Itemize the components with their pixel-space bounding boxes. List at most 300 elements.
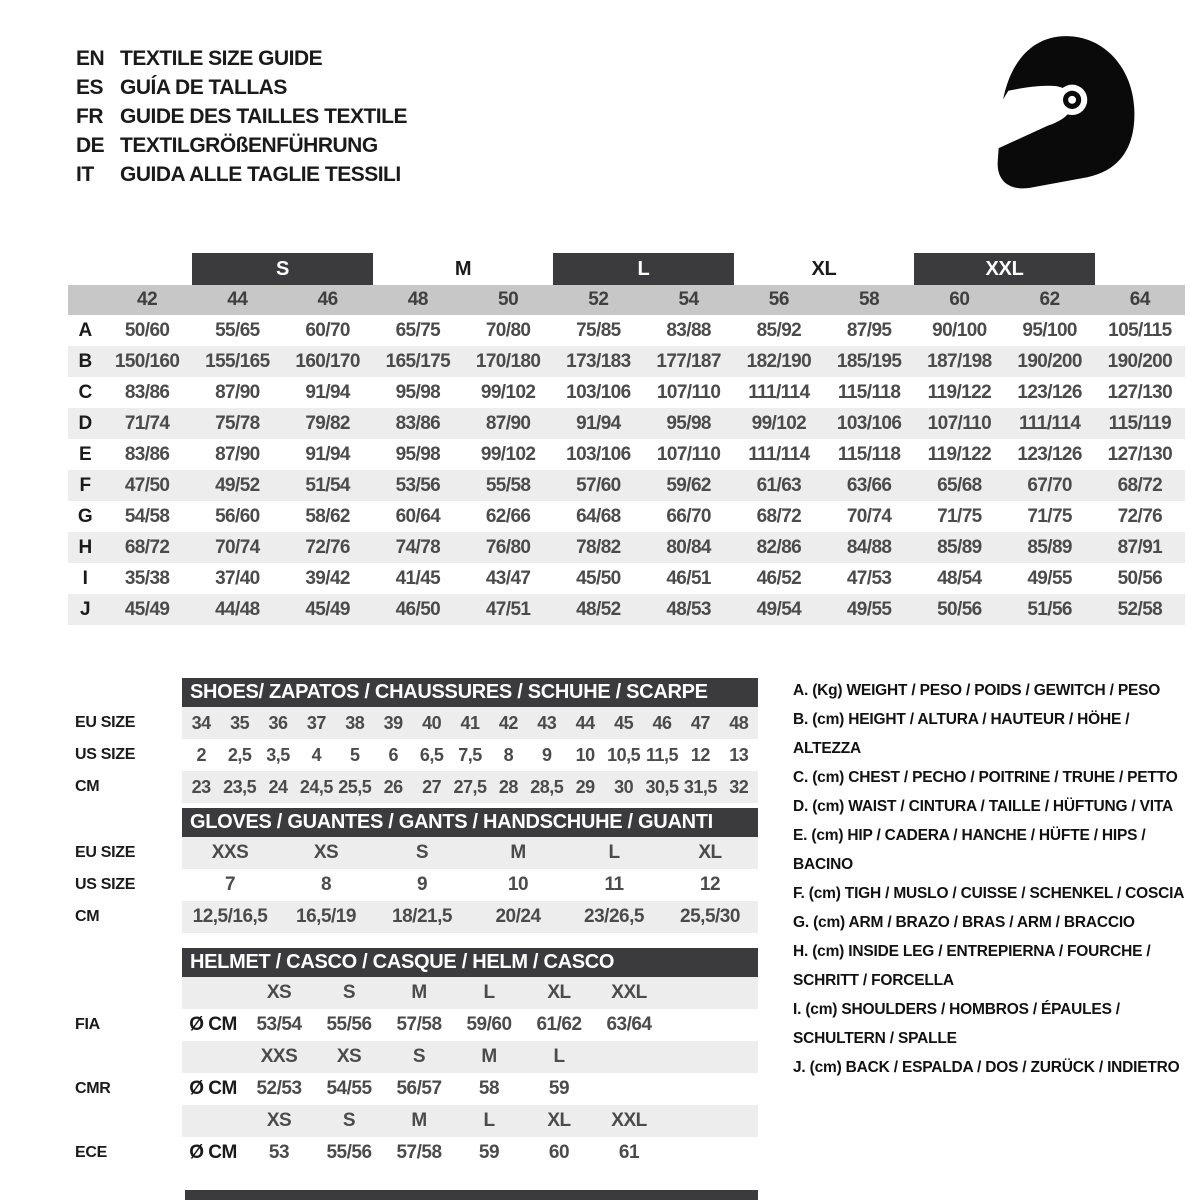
size-value: 63/66 [846, 474, 892, 496]
helmet-size-row [68, 1041, 758, 1073]
legend-item: I. (cm) SHOULDERS / HOMBROS / ÉPAULES / SCHULTERN / SPALLE [793, 1001, 1120, 1047]
diameter-unit: Ø CM [189, 1078, 237, 1099]
size-value: 119/122 [927, 443, 992, 465]
helmet-size-label: L [483, 982, 495, 1003]
size-value: 111/114 [748, 443, 810, 465]
size-value: 90/100 [932, 319, 987, 341]
size-value: 9 [416, 874, 428, 895]
row-letter: I [82, 567, 88, 589]
size-value: 50/56 [1117, 567, 1163, 589]
row-letter: E [78, 443, 92, 465]
size-value: 87/90 [215, 443, 260, 465]
size-value: 119/122 [927, 381, 992, 403]
size-value: 12 [699, 874, 721, 895]
size-value: 32 [729, 776, 749, 797]
size-value: 45 [614, 712, 634, 733]
helmet-size-label: XXL [611, 1110, 647, 1131]
row-cells [182, 869, 758, 901]
measurement-legend [793, 676, 1195, 1082]
helmet-value: 55/56 [326, 1014, 372, 1035]
size-value: 20/24 [495, 906, 541, 927]
size-value: 160/170 [295, 350, 360, 372]
legend-item: A. (Kg) WEIGHT / PESO / POIDS / GEWITCH / PESO [793, 682, 1161, 699]
sub-table-row [68, 739, 758, 771]
size-group-header [68, 253, 1185, 285]
measurement-row [68, 408, 1185, 439]
sub-table-row [68, 771, 758, 803]
size-value: 83/88 [666, 319, 711, 341]
language-title-row [76, 44, 407, 73]
helmet-value: 52/53 [256, 1078, 302, 1099]
size-value: 6 [388, 744, 398, 765]
legend-item: E. (cm) HIP / CADERA / HANCHE / HÜFTE / HIPS / BACINO [793, 827, 1146, 873]
size-value: 190/200 [1107, 350, 1173, 372]
size-value: 13 [729, 744, 749, 765]
size-value: 79/82 [305, 412, 350, 434]
size-value: 111/114 [748, 381, 810, 403]
size-value: 70/80 [485, 319, 531, 341]
helmet-value: 56/57 [396, 1078, 442, 1099]
helmet-size-label: XS [266, 982, 292, 1003]
legend-item: G. (cm) ARM / BRAZO / BRAS / ARM / BRACCIO [793, 914, 1135, 931]
size-value: 59/62 [666, 474, 711, 496]
size-value: 61/63 [756, 474, 802, 496]
size-value: 95/98 [666, 412, 711, 434]
row-cells [182, 1137, 758, 1169]
helmet-size-label: S [412, 1046, 426, 1067]
size-value: 123/126 [1017, 443, 1082, 465]
helmet-value: 57/58 [396, 1014, 442, 1035]
size-value: 40 [422, 712, 442, 733]
helmet-value: 60 [548, 1142, 570, 1163]
diameter-unit: Ø CM [189, 1014, 237, 1035]
helmet-size-label: XS [266, 1110, 292, 1131]
helmet-size-label: S [342, 982, 356, 1003]
size-value: 30,5 [645, 776, 679, 797]
helmet-value: 53/54 [256, 1014, 302, 1035]
measurement-row [68, 439, 1185, 470]
size-value: 50/60 [124, 319, 170, 341]
size-value: 82/86 [756, 536, 802, 558]
row-letter: D [78, 412, 92, 434]
language-code: FR [76, 105, 103, 128]
size-value: 95/98 [395, 443, 441, 465]
guide-title: GUÍA DE TALLAS [120, 76, 287, 99]
language-code: DE [76, 134, 105, 157]
size-value: 66/70 [666, 505, 711, 527]
measurement-row [68, 346, 1185, 377]
size-value: 45/49 [124, 598, 170, 620]
size-value: 8 [503, 744, 514, 765]
size-value: 71/75 [937, 505, 982, 527]
size-value: 9 [542, 744, 552, 765]
size-value: 70/74 [215, 536, 260, 558]
helmet-size-label: M [411, 982, 427, 1003]
size-value: 38 [345, 712, 365, 733]
numeric-size-label: 44 [227, 289, 248, 310]
size-value: 87/90 [215, 381, 260, 403]
size-value: 182/190 [746, 350, 812, 372]
size-value: 12,5/16,5 [192, 906, 268, 927]
size-value: 49/54 [756, 598, 802, 620]
row-cells [182, 1009, 758, 1041]
size-value: 51/56 [1027, 598, 1072, 620]
size-value: 8 [320, 874, 332, 895]
size-value: 27 [422, 776, 442, 797]
size-value: 177/187 [656, 350, 721, 372]
size-value: 7,5 [458, 744, 482, 765]
size-value: 56/60 [215, 505, 260, 527]
size-value: 37/40 [215, 567, 260, 589]
helmet-table [68, 948, 758, 1169]
size-value: 37 [306, 712, 326, 733]
size-value: 6,5 [419, 744, 444, 765]
shoes-table-title: SHOES/ ZAPATOS / CHAUSSURES / SCHUHE / SCARPE [182, 678, 758, 707]
language-code: IT [76, 163, 94, 186]
size-value: 48/53 [666, 598, 711, 620]
size-value: 173/183 [566, 350, 631, 372]
size-value: 99/102 [480, 443, 536, 465]
size-group-label: L [553, 253, 734, 285]
size-value: 48 [729, 712, 749, 733]
racing-helmet-icon [972, 30, 1154, 197]
textile-size-table [68, 253, 1185, 625]
size-value: 36 [268, 712, 288, 733]
helmet-size-label: XXS [260, 1046, 298, 1067]
row-cells [182, 1041, 758, 1073]
helmet-value: 61 [618, 1142, 640, 1163]
size-value: 115/118 [837, 381, 901, 403]
helmet-size-row [68, 1105, 758, 1137]
numeric-size-band [68, 285, 1185, 315]
size-value: 49/55 [846, 598, 892, 620]
size-value: 76/80 [485, 536, 531, 558]
size-value: 25,5/30 [680, 906, 740, 927]
helmet-size-label: S [342, 1110, 356, 1131]
row-letter: A [78, 319, 92, 341]
row-label [68, 1105, 182, 1137]
size-value: 127/130 [1107, 443, 1173, 465]
helmet-size-label: XL [547, 982, 571, 1003]
shoes-table [68, 678, 758, 803]
size-value: 52/58 [1117, 598, 1163, 620]
size-value: 103/106 [566, 443, 631, 465]
numeric-size-label: 50 [498, 289, 519, 310]
language-code: EN [76, 47, 105, 70]
size-value: 24,5 [299, 776, 333, 797]
size-value: 87/90 [485, 412, 531, 434]
size-value: 29 [575, 776, 595, 797]
row-letter: C [78, 381, 92, 403]
row-letter: H [78, 536, 92, 558]
size-value: 78/82 [576, 536, 621, 558]
size-value: 39/42 [305, 567, 350, 589]
size-group-label: XL [811, 257, 837, 280]
numeric-size-label: 62 [1039, 289, 1060, 310]
language-title-row [76, 73, 407, 102]
standard-label: ECE [75, 1144, 107, 1161]
size-value: 23,5 [223, 776, 257, 797]
standard-label: FIA [75, 1016, 100, 1033]
size-value: 84/88 [846, 536, 892, 558]
row-cells [182, 739, 758, 771]
measurement-row [68, 470, 1185, 501]
size-value: 48/54 [937, 567, 982, 589]
row-label [68, 1041, 182, 1073]
helmet-table-body [68, 977, 758, 1169]
row-letter: J [80, 598, 90, 620]
size-value: 72/76 [305, 536, 350, 558]
size-value: 103/106 [566, 381, 631, 403]
size-value: L [608, 842, 620, 863]
size-value: 58/62 [305, 505, 350, 527]
size-value: 111/114 [1018, 412, 1081, 434]
size-value: 34 [191, 712, 211, 733]
row-label: CM [75, 778, 100, 795]
size-value: 24 [268, 776, 288, 797]
size-value: 107/110 [656, 443, 721, 465]
shoes-table-body [68, 707, 758, 803]
size-value: XS [313, 842, 339, 863]
legend-item: C. (cm) CHEST / PECHO / POITRINE / TRUHE / PETTO [793, 769, 1178, 786]
measurement-row [68, 563, 1185, 594]
size-value: 25,5 [338, 776, 372, 797]
size-value: 46/51 [666, 567, 711, 589]
row-cells [182, 1073, 758, 1105]
helmet-value: 54/55 [326, 1078, 372, 1099]
size-value: 83/86 [124, 381, 170, 403]
size-value: 91/94 [576, 412, 621, 434]
size-value: 16,5/19 [296, 906, 356, 927]
size-value: 85/89 [1027, 536, 1072, 558]
size-value: 23/26,5 [584, 906, 644, 927]
size-value: 2 [196, 744, 206, 765]
size-value: 99/102 [480, 381, 536, 403]
size-value: 72/76 [1117, 505, 1163, 527]
size-value: 46/50 [395, 598, 441, 620]
size-value: 10 [507, 874, 529, 895]
diameter-unit: Ø CM [189, 1142, 237, 1163]
legend-item: B. (cm) HEIGHT / ALTURA / HAUTEUR / HÖHE / ALTEZZA [793, 711, 1130, 757]
helmet-size-label: XS [336, 1046, 362, 1067]
size-value: 11,5 [645, 744, 679, 765]
size-value: 41/45 [395, 567, 441, 589]
helmet-value-row [68, 1009, 758, 1041]
size-value: 107/110 [927, 412, 992, 434]
size-value: 10,5 [607, 744, 641, 765]
size-value: 12 [690, 744, 710, 765]
size-value: 75/85 [576, 319, 621, 341]
helmet-value: 61/62 [536, 1014, 582, 1035]
row-cells [182, 1105, 758, 1137]
size-value: XXS [211, 842, 249, 863]
row-label: CM [75, 908, 100, 925]
numeric-size-label: 48 [407, 289, 428, 310]
size-value: 30 [614, 776, 634, 797]
helmet-size-label: L [483, 1110, 495, 1131]
size-value: 47/50 [124, 474, 170, 496]
sub-table-row [68, 837, 758, 869]
row-cells [182, 901, 758, 933]
size-value: 85/92 [756, 319, 802, 341]
helmet-value: 63/64 [606, 1014, 652, 1035]
row-letter: B [78, 350, 92, 372]
helmet-size-label: XXL [611, 982, 647, 1003]
size-value: 150/160 [114, 350, 180, 372]
size-value: 87/95 [846, 319, 892, 341]
size-value: 2,5 [227, 744, 252, 765]
size-group-label: XXL [914, 253, 1095, 285]
size-value: 4 [311, 744, 322, 765]
size-value: 43 [537, 712, 557, 733]
helmet-value: 53 [268, 1142, 290, 1163]
cutoff-section-header-bar [185, 1190, 758, 1200]
size-value: 45/49 [305, 598, 350, 620]
size-value: 28 [498, 776, 518, 797]
size-value: 47/53 [846, 567, 892, 589]
row-cells [182, 771, 758, 803]
size-value: 43/47 [485, 567, 531, 589]
size-value: 47/51 [485, 598, 531, 620]
size-group-label: M [454, 257, 472, 280]
size-value: 91/94 [305, 381, 350, 403]
guide-title: GUIDE DES TAILLES TEXTILE [120, 105, 407, 128]
numeric-size-label: 54 [678, 289, 699, 310]
row-cells [182, 707, 758, 739]
size-value: 105/115 [1108, 319, 1172, 341]
gloves-table-body [68, 837, 758, 933]
helmet-size-label: M [411, 1110, 427, 1131]
size-value: 53/56 [395, 474, 441, 496]
numeric-size-label: 46 [317, 289, 338, 310]
size-value: 10 [575, 744, 595, 765]
size-value: 87/91 [1117, 536, 1163, 558]
size-value: 54/58 [124, 505, 170, 527]
size-value: 44/48 [215, 598, 260, 620]
numeric-size-label: 42 [137, 289, 158, 310]
size-value: 28,5 [530, 776, 564, 797]
helmet-size-row [68, 977, 758, 1009]
legend-item: F. (cm) TIGH / MUSLO / CUISSE / SCHENKEL / COSCIA [793, 885, 1185, 902]
size-value: 107/110 [656, 381, 721, 403]
guide-title: GUIDA ALLE TAGLIE TESSILI [120, 163, 401, 186]
numeric-size-label: 60 [949, 289, 970, 310]
helmet-size-label: L [553, 1046, 565, 1067]
guide-title: TEXTILGRÖßENFÜHRUNG [120, 134, 378, 157]
size-value: 95/98 [395, 381, 441, 403]
size-value: 23 [191, 776, 211, 797]
row-label: US SIZE [75, 876, 136, 893]
helmet-table-title: HELMET / CASCO / CASQUE / HELM / CASCO [182, 948, 758, 977]
helmet-value-row [68, 1137, 758, 1169]
size-value: 46/52 [756, 567, 802, 589]
numeric-size-label: 58 [859, 289, 880, 310]
size-value: 39 [383, 712, 403, 733]
size-value: 155/165 [205, 350, 270, 372]
size-value: 170/180 [475, 350, 541, 372]
sub-table-row [68, 707, 758, 739]
size-value: 68/72 [1117, 474, 1163, 496]
size-value: 91/94 [305, 443, 350, 465]
helmet-size-label: XL [547, 1110, 571, 1131]
numeric-size-label: 56 [768, 289, 789, 310]
size-value: 47 [690, 712, 710, 733]
size-value: 85/89 [937, 536, 982, 558]
size-value: 64/68 [576, 505, 621, 527]
row-cells [182, 977, 758, 1009]
size-value: 83/86 [124, 443, 170, 465]
size-value: 187/198 [927, 350, 992, 372]
gloves-table [68, 808, 758, 933]
size-value: 49/55 [1027, 567, 1072, 589]
size-value: 99/102 [751, 412, 807, 434]
helmet-value: 59/60 [466, 1014, 512, 1035]
size-value: 60/64 [395, 505, 441, 527]
size-value: 71/74 [124, 412, 170, 434]
size-value: 80/84 [666, 536, 711, 558]
language-title-row [76, 160, 407, 189]
size-value: 74/78 [395, 536, 441, 558]
row-label [68, 977, 182, 1009]
size-value: S [415, 842, 429, 863]
size-value: 44 [575, 712, 595, 733]
standard-label: CMR [75, 1080, 111, 1097]
sub-table-row [68, 869, 758, 901]
size-value: 57/60 [576, 474, 621, 496]
measurement-row [68, 377, 1185, 408]
size-value: 27,5 [453, 776, 487, 797]
helmet-value-row [68, 1073, 758, 1105]
size-value: 123/126 [1017, 381, 1082, 403]
helmet-value: 57/58 [396, 1142, 442, 1163]
language-title-row [76, 102, 407, 131]
size-value: 45/50 [576, 567, 621, 589]
helmet-size-label: M [481, 1046, 497, 1067]
row-label: US SIZE [75, 746, 136, 763]
size-value: 71/75 [1027, 505, 1072, 527]
size-value: 62/66 [485, 505, 531, 527]
size-value: 127/130 [1107, 381, 1173, 403]
size-value: 50/56 [937, 598, 982, 620]
size-value: 18/21,5 [392, 906, 452, 927]
size-value: 26 [383, 776, 403, 797]
language-title-list [76, 44, 407, 189]
legend-item: J. (cm) BACK / ESPALDA / DOS / ZURÜCK / INDIETRO [793, 1059, 1180, 1076]
size-value: 190/200 [1017, 350, 1082, 372]
size-value: 103/106 [836, 412, 902, 434]
numeric-size-label: 52 [588, 289, 609, 310]
size-value: 165/175 [385, 350, 451, 372]
size-value: 68/72 [756, 505, 802, 527]
size-value: 35 [230, 712, 250, 733]
size-value: 11 [604, 874, 624, 895]
numeric-size-label: 64 [1129, 289, 1150, 310]
size-value: 185/195 [836, 350, 902, 372]
row-label: EU SIZE [75, 844, 136, 861]
size-table-body [68, 315, 1185, 625]
size-value: 49/52 [215, 474, 260, 496]
size-value: 5 [350, 744, 360, 765]
size-value: XL [698, 842, 722, 863]
measurement-row [68, 532, 1185, 563]
size-value: 60/70 [305, 319, 350, 341]
gloves-table-title: GLOVES / GUANTES / GANTS / HANDSCHUHE / GUANTI [182, 808, 758, 837]
helmet-value: 59 [548, 1078, 570, 1099]
measurement-row [68, 501, 1185, 532]
size-value: 41 [460, 712, 480, 733]
language-title-row [76, 131, 407, 160]
size-value: 75/78 [215, 412, 260, 434]
